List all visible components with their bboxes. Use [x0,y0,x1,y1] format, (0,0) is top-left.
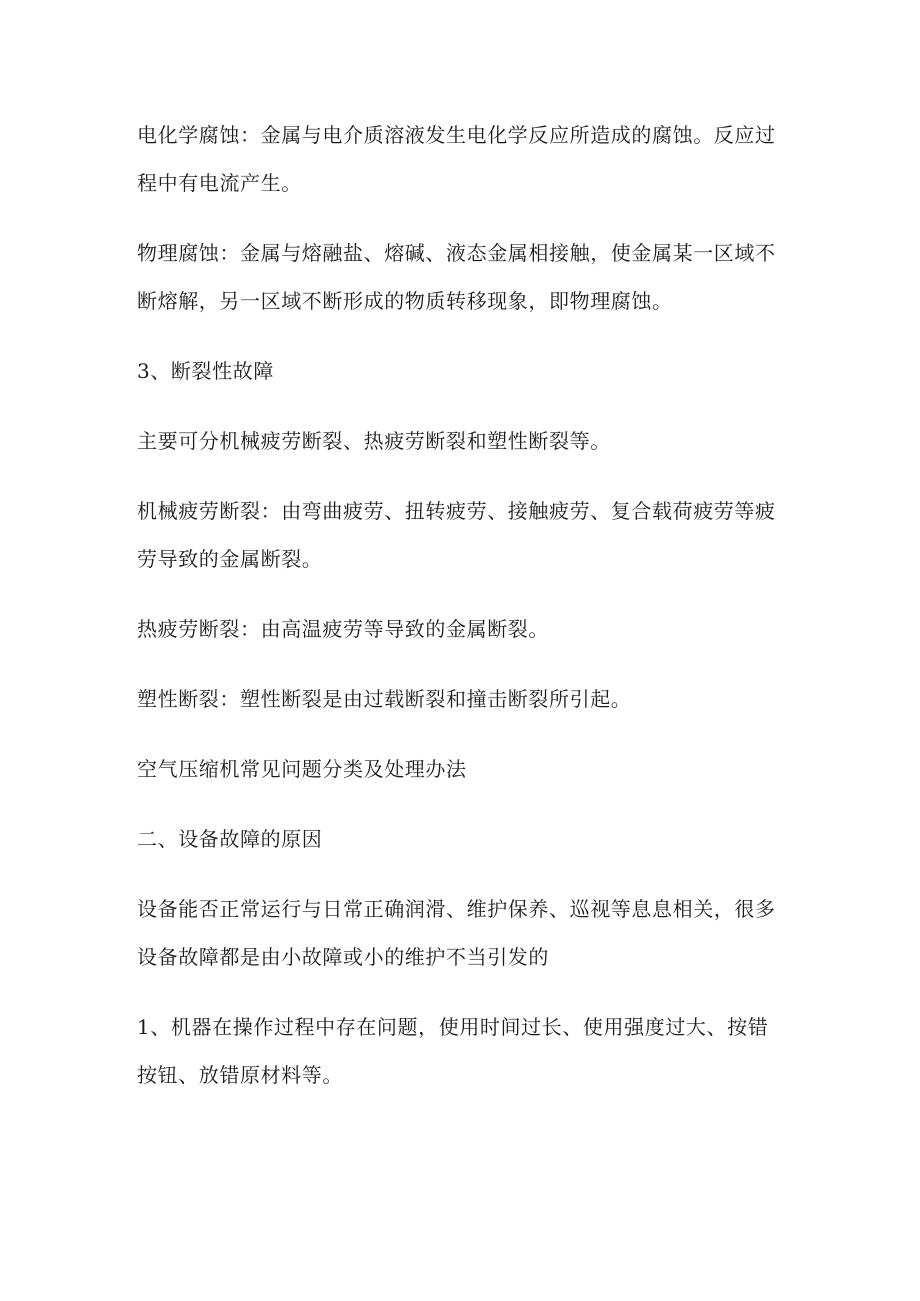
paragraph-electrochemical-corrosion: 电化学腐蚀：金属与电介质溶液发生电化学反应所造成的腐蚀。反应过程中有电流产生。 [137,123,776,195]
heading-air-compressor-problems: 空气压缩机常见问题分类及处理办法 [137,757,467,781]
paragraph-fracture-types: 主要可分机械疲劳断裂、热疲劳断裂和塑性断裂等。 [137,429,611,453]
heading-equipment-failure-causes: 二、设备故障的原因 [137,827,323,851]
heading-fracture-faults: 3、断裂性故障 [137,359,274,383]
paragraph-mechanical-fatigue: 机械疲劳断裂：由弯曲疲劳、扭转疲劳、接触疲劳、复合载荷疲劳等疲劳导致的金属断裂。 [137,499,776,571]
document-body [137,111,787,1099]
paragraph-plastic-fracture: 塑性断裂：塑性断裂是由过载断裂和撞击断裂所引起。 [137,687,632,711]
paragraph-operation-problems: 1、机器在操作过程中存在问题，使用时间过长、使用强度过大、按错按钮、放错原材料等。 [137,1015,769,1087]
paragraph-maintenance-relation: 设备能否正常运行与日常正确润滑、维护保养、巡视等息息相关，很多设备故障都是由小故障或小的维护不当引发的 [137,897,776,969]
paragraph-physical-corrosion: 物理腐蚀：金属与熔融盐、熔碱、液态金属相接触，使金属某一区域不断熔解，另一区域不断形成的物质转移现象，即物理腐蚀。 [137,241,776,313]
paragraph-thermal-fatigue: 热疲劳断裂：由高温疲劳等导致的金属断裂。 [137,617,549,641]
